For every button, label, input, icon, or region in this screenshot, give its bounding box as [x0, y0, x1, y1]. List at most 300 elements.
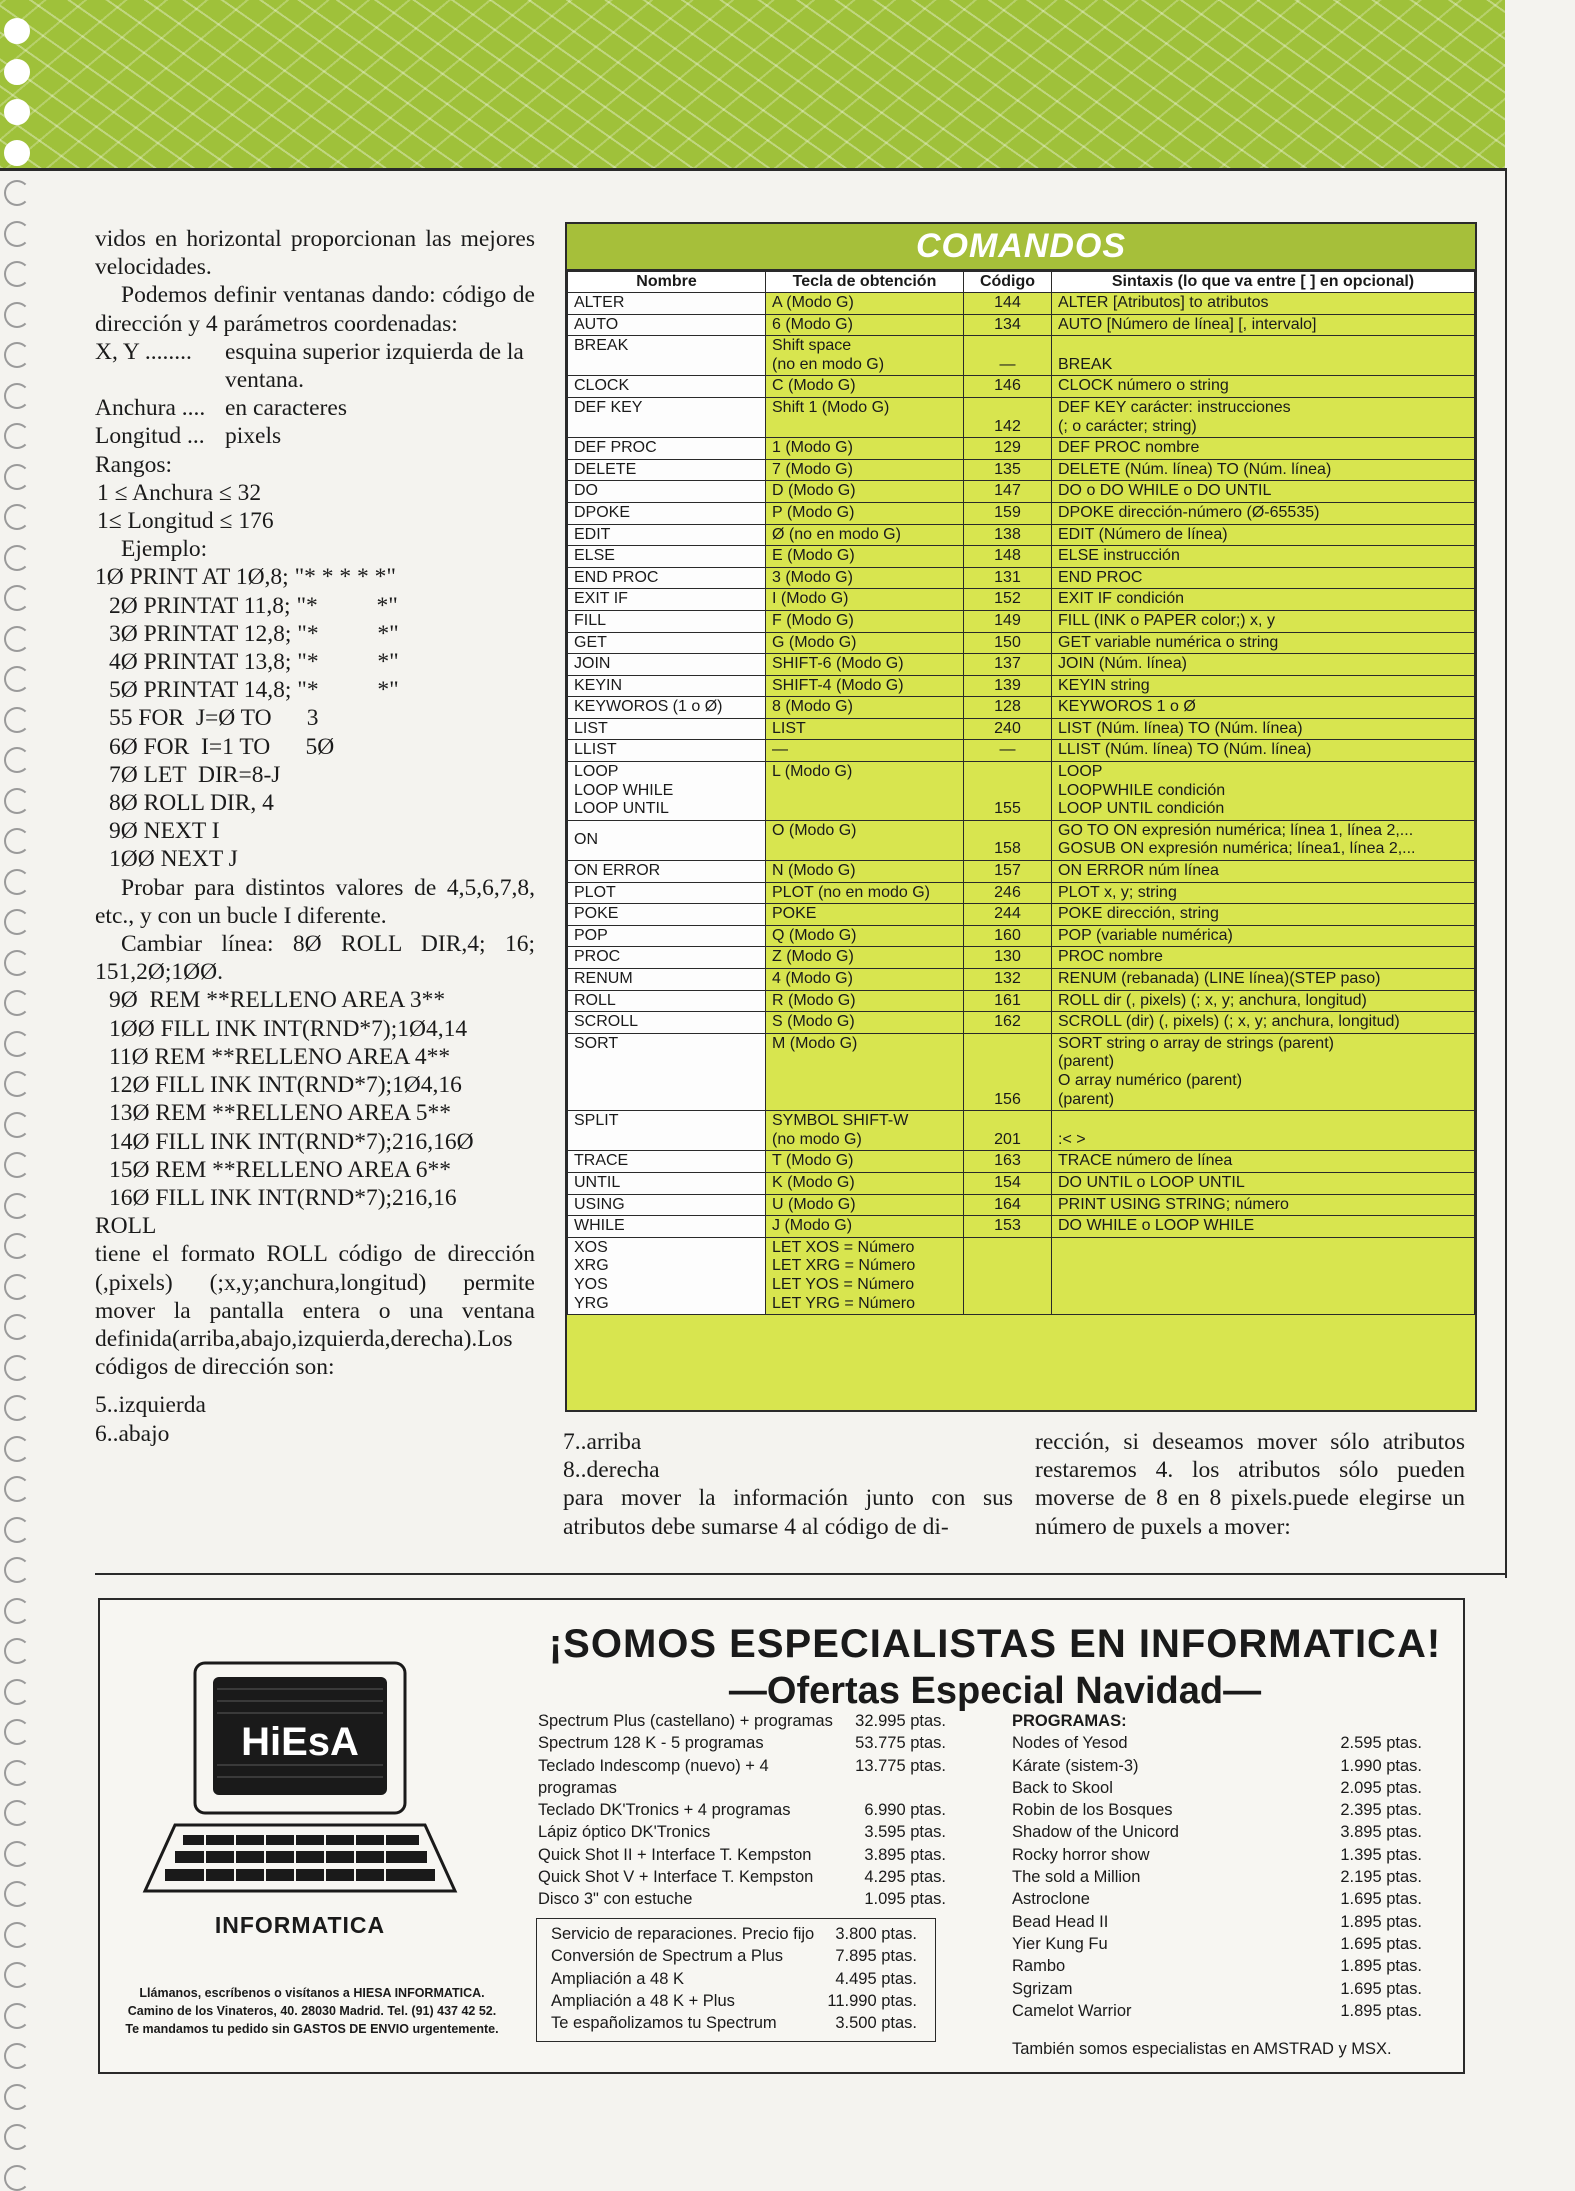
- table-row: [568, 502, 1475, 524]
- item-name: Nodes of Yesod: [1012, 1734, 1128, 1753]
- command-name: UNTIL: [568, 1172, 766, 1194]
- command-name: ELSE: [568, 546, 766, 568]
- code-line: 8Ø ROLL DIR, 4: [109, 790, 274, 817]
- binder-ring-icon: [4, 1436, 30, 1462]
- code-line: 12Ø FILL INK INT(RND*7);1Ø4,16: [109, 1072, 462, 1099]
- price-row: [1012, 1755, 1422, 1777]
- code-line: 7Ø LET DIR=8-J: [109, 761, 281, 788]
- table-row: [568, 904, 1475, 926]
- code-line: 11Ø REM **RELLENO AREA 4**: [109, 1043, 451, 1070]
- table-row: [568, 397, 1475, 437]
- table-row: [568, 546, 1475, 568]
- table-row: [568, 481, 1475, 503]
- header-tecla: Tecla de obtención: [766, 272, 964, 293]
- contact-line: Te mandamos tu pedido sin GASTOS DE ENVIO urgentemente.: [125, 2022, 499, 2036]
- command-key: 1 (Modo G): [766, 438, 964, 460]
- code-listing-2: [95, 986, 535, 1212]
- item-price: 32.995 ptas.: [855, 1712, 946, 1730]
- coordinate-item: [95, 394, 535, 422]
- binder-ring-icon: [4, 1638, 30, 1664]
- page-frame-line: [1505, 168, 1507, 1578]
- table-row: [568, 1033, 1475, 1110]
- command-name: KEYWOROS (1 o Ø): [568, 697, 766, 719]
- code-listing-1: [95, 563, 535, 873]
- item-name: Bead Head II: [1012, 1912, 1109, 1931]
- command-key: C (Modo G): [766, 376, 964, 398]
- direction-arriba: 7..arriba: [563, 1429, 642, 1455]
- paragraph-roll-format: tiene el formato ROLL código de dirección (,pixels) (;x,y;anchura,longitud) permite mover la pantalla entera o una ventana definida(arriba,abajo,izquierda,derecha).Los códigos de dirección son:: [95, 1241, 535, 1381]
- command-syntax: POP (variable numérica): [1052, 925, 1475, 947]
- item-name: Ampliación a 48 K + Plus: [551, 1991, 735, 2010]
- direction-izquierda: 5..izquierda: [95, 1392, 206, 1419]
- binder-ring-icon: [4, 626, 30, 652]
- item-name: Servicio de reparaciones. Precio fijo: [551, 1925, 815, 1943]
- price-row: [1012, 1911, 1422, 1933]
- binder-ring-icon: [4, 140, 30, 166]
- command-syntax: PLOT x, y; string: [1052, 882, 1475, 904]
- command-key: O (Modo G): [766, 820, 964, 860]
- under-table-left-text: [563, 1428, 1013, 1541]
- contact-line: Camino de los Vinateros, 40. 28030 Madrid. Tel. (91) 437 42 52.: [127, 2004, 497, 2018]
- binder-ring-icon: [4, 1031, 30, 1057]
- price-row: [538, 1888, 946, 1910]
- binder-ring-icon: [4, 1841, 30, 1867]
- command-key: 8 (Modo G): [766, 697, 964, 719]
- command-name: WHILE: [568, 1216, 766, 1238]
- hardware-price-list: [538, 1710, 946, 1911]
- item-price: 1.095 ptas.: [864, 1890, 946, 1909]
- binder-ring-icon: [4, 1760, 30, 1786]
- binder-ring-icon: [4, 1598, 30, 1624]
- item-name: Teclado DK'Tronics + 4 programas: [538, 1801, 791, 1820]
- programs-footer: También somos especialistas en AMSTRAD y MSX.: [1012, 2040, 1392, 2058]
- table-row: [568, 762, 1475, 821]
- table-row: [568, 438, 1475, 460]
- code-line: 4Ø PRINTAT 13,8; "* *": [109, 649, 399, 676]
- binder-ring-icon: [4, 2043, 30, 2069]
- table-row: [568, 718, 1475, 740]
- command-name: AUTO: [568, 314, 766, 336]
- command-syntax: BREAK: [1052, 336, 1475, 376]
- paragraph-atributos-b: rección, si deseamos mover sólo atributos restaremos 4. los atributos sólo pueden moverse de 8 en 8 pixels.puede elegirse un número de puxels a mover:: [1035, 1429, 1465, 1540]
- command-syntax: SORT string o array de strings (parent) (parent) O array numérico (parent) (parent): [1052, 1033, 1475, 1110]
- table-row: [568, 740, 1475, 762]
- binder-ring-icon: [4, 1800, 30, 1826]
- binder-ring-icon: [4, 1152, 30, 1178]
- command-key: 3 (Modo G): [766, 567, 964, 589]
- binder-ring-icon: [4, 2003, 30, 2029]
- binder-ring-icon: [4, 909, 30, 935]
- price-row: [1012, 1799, 1422, 1821]
- item-price: 1.895 ptas.: [1340, 2001, 1422, 2020]
- command-syntax: DEF PROC nombre: [1052, 438, 1475, 460]
- item-price: 2.395 ptas.: [1340, 1801, 1422, 1820]
- binder-ring-icon: [4, 747, 30, 773]
- command-key: 7 (Modo G): [766, 459, 964, 481]
- binder-ring-icon: [4, 464, 30, 490]
- command-name: RENUM: [568, 969, 766, 991]
- price-row: [551, 1923, 921, 1945]
- code-line: 13Ø REM **RELLENO AREA 5**: [109, 1100, 452, 1127]
- ad-subheadline: —Ofertas Especial Navidad—: [728, 1670, 1262, 1712]
- item-price: 4.495 ptas.: [835, 1969, 917, 1988]
- binder-ring-icon: [4, 59, 30, 85]
- binder-ring-icon: [4, 1517, 30, 1543]
- command-key: P (Modo G): [766, 502, 964, 524]
- item-price: 3.895 ptas.: [864, 1845, 946, 1864]
- command-name: DEF PROC: [568, 438, 766, 460]
- table-row: [568, 1216, 1475, 1238]
- header-nombre: Nombre: [568, 272, 766, 293]
- command-key: U (Modo G): [766, 1194, 964, 1216]
- table-row: [568, 675, 1475, 697]
- command-code: 135: [964, 459, 1052, 481]
- decorative-header-band: [0, 0, 1505, 171]
- item-name: Ampliación a 48 K: [551, 1969, 684, 1988]
- item-price: 3.800 ptas.: [835, 1925, 917, 1943]
- command-code: 138: [964, 524, 1052, 546]
- command-code: 148: [964, 546, 1052, 568]
- binder-ring-icon: [4, 788, 30, 814]
- code-line: 15Ø REM **RELLENO AREA 6**: [109, 1156, 452, 1183]
- item-price: 1.395 ptas.: [1340, 1845, 1422, 1864]
- paragraph-probar: Probar para distintos valores de 4,5,6,7,8, etc., y con un bucle I diferente.: [95, 874, 535, 929]
- price-row: [551, 1968, 921, 1990]
- command-name: LIST: [568, 718, 766, 740]
- command-name: LLIST: [568, 740, 766, 762]
- command-key: M (Modo G): [766, 1033, 964, 1110]
- command-name: TRACE: [568, 1151, 766, 1173]
- hiesa-advertisement: [98, 1598, 1465, 2074]
- command-syntax: DELETE (Núm. línea) TO (Núm. línea): [1052, 459, 1475, 481]
- command-name: ON: [568, 820, 766, 860]
- code-line: 16Ø FILL INK INT(RND*7);216,16: [109, 1184, 457, 1211]
- command-syntax: AUTO [Número de línea] [, intervalo]: [1052, 314, 1475, 336]
- paragraph-window-definition: Podemos definir ventanas dando: código de dirección y 4 parámetros coordenadas:: [95, 282, 535, 337]
- logo-caption: INFORMATICA: [214, 1912, 386, 1938]
- code-line: 55 FOR J=Ø TO 3: [109, 705, 319, 732]
- command-code: 137: [964, 654, 1052, 676]
- command-key: S (Modo G): [766, 1012, 964, 1034]
- item-price: 1.695 ptas.: [1340, 1979, 1422, 1998]
- price-row: [538, 1821, 946, 1843]
- command-code: 164: [964, 1194, 1052, 1216]
- commands-title: COMANDOS: [567, 224, 1475, 271]
- code-line: 1ØØ FILL INK INT(RND*7);1Ø4,14: [109, 1015, 468, 1042]
- command-name: DPOKE: [568, 502, 766, 524]
- table-row: [568, 610, 1475, 632]
- binder-ring-icon: [4, 383, 30, 409]
- binder-ring-icon: [4, 869, 30, 895]
- table-row: [568, 925, 1475, 947]
- command-key: 6 (Modo G): [766, 314, 964, 336]
- command-syntax: TRACE número de línea: [1052, 1151, 1475, 1173]
- command-name: XOS XRG YOS YRG: [568, 1237, 766, 1314]
- command-syntax: :< >: [1052, 1111, 1475, 1151]
- command-key: Shift 1 (Modo G): [766, 397, 964, 437]
- command-syntax: [1052, 1237, 1475, 1314]
- command-code: 129: [964, 438, 1052, 460]
- command-key: J (Modo G): [766, 1216, 964, 1238]
- code-line: 2Ø PRINTAT 11,8; "* *": [109, 592, 398, 619]
- price-row: [1012, 1955, 1422, 1977]
- price-row: [538, 1799, 946, 1821]
- code-line: 5Ø PRINTAT 14,8; "* *": [109, 677, 399, 704]
- screen-logo-text: HiEsA: [241, 1720, 359, 1764]
- command-code: 144: [964, 293, 1052, 315]
- command-code: 244: [964, 904, 1052, 926]
- item-price: 11.990 ptas.: [827, 1991, 917, 2010]
- binder-ring-icon: [4, 1274, 30, 1300]
- table-row: [568, 524, 1475, 546]
- item-name: Back to Skool: [1012, 1778, 1113, 1797]
- command-name: DO: [568, 481, 766, 503]
- contact-info: [112, 1984, 512, 2038]
- item-name: The sold a Million: [1012, 1868, 1141, 1887]
- table-row: [568, 314, 1475, 336]
- binder-ring-icon: [4, 261, 30, 287]
- item-price: 7.895 ptas.: [835, 1947, 917, 1966]
- command-syntax: FILL (INK o PAPER color;) x, y: [1052, 610, 1475, 632]
- code-line: 6Ø FOR I=1 TO 5Ø: [109, 733, 335, 760]
- price-row: [1012, 1888, 1422, 1910]
- binder-ring-icon: [4, 1719, 30, 1745]
- command-name: KEYIN: [568, 675, 766, 697]
- command-syntax: PRINT USING STRING; número: [1052, 1194, 1475, 1216]
- item-name: Quick Shot II + Interface T. Kempston: [538, 1845, 812, 1864]
- section-divider: [95, 1573, 1505, 1575]
- coordinate-list: [95, 338, 535, 451]
- command-name: FILL: [568, 610, 766, 632]
- command-code: 142: [964, 397, 1052, 437]
- command-syntax: ALTER [Atributos] to atributos: [1052, 293, 1475, 315]
- intro-text: vidos en horizontal proporcionan las mejores velocidades.: [95, 226, 535, 281]
- command-name: POKE: [568, 904, 766, 926]
- item-price: 1.695 ptas.: [1340, 1934, 1422, 1953]
- command-name: SPLIT: [568, 1111, 766, 1151]
- command-name: USING: [568, 1194, 766, 1216]
- command-syntax: EXIT IF condición: [1052, 589, 1475, 611]
- coordinate-key: Longitud ...: [95, 423, 205, 450]
- binder-ring-icon: [4, 1233, 30, 1259]
- binder-ring-icon: [4, 585, 30, 611]
- item-name: Quick Shot V + Interface T. Kempston: [538, 1868, 814, 1887]
- price-row: [1012, 1933, 1422, 1955]
- item-price: 4.295 ptas.: [864, 1868, 946, 1887]
- command-code: —: [964, 740, 1052, 762]
- command-name: EXIT IF: [568, 589, 766, 611]
- command-name: ON ERROR: [568, 861, 766, 883]
- price-row: [1012, 1978, 1422, 2000]
- command-name: CLOCK: [568, 376, 766, 398]
- coordinate-desc: pixels: [225, 423, 282, 450]
- item-name: Conversión de Spectrum a Plus: [551, 1947, 784, 1966]
- command-code: 159: [964, 502, 1052, 524]
- command-key: L (Modo G): [766, 762, 964, 821]
- direction-abajo: 6..abajo: [95, 1420, 170, 1447]
- code-line: 14Ø FILL INK INT(RND*7);216,16Ø: [109, 1128, 474, 1155]
- command-name: JOIN: [568, 654, 766, 676]
- table-row: [568, 632, 1475, 654]
- command-key: F (Modo G): [766, 610, 964, 632]
- binder-ring-icon: [4, 1557, 30, 1583]
- command-key: D (Modo G): [766, 481, 964, 503]
- table-row: [568, 882, 1475, 904]
- command-name: END PROC: [568, 567, 766, 589]
- roll-heading: ROLL: [95, 1213, 157, 1240]
- binder-ring-icon: [4, 990, 30, 1016]
- command-code: 128: [964, 697, 1052, 719]
- command-syntax: DO UNTIL o LOOP UNTIL: [1052, 1172, 1475, 1194]
- command-key: SYMBOL SHIFT-W (no modo G): [766, 1111, 964, 1151]
- command-code: 161: [964, 990, 1052, 1012]
- price-row: [538, 1732, 946, 1754]
- command-code: 162: [964, 1012, 1052, 1034]
- price-row: [1012, 1732, 1422, 1754]
- item-name: Disco 3" con estuche: [538, 1890, 693, 1909]
- item-name: Te españolizamos tu Spectrum: [551, 2014, 777, 2033]
- binder-ring-icon: [4, 707, 30, 733]
- rangos-label: Rangos:: [95, 451, 173, 478]
- command-code: 246: [964, 882, 1052, 904]
- command-key: T (Modo G): [766, 1151, 964, 1173]
- command-name: GET: [568, 632, 766, 654]
- table-row: [568, 1012, 1475, 1034]
- item-name: Shadow of the Unicord: [1012, 1823, 1179, 1842]
- command-code: 131: [964, 567, 1052, 589]
- item-price: 2.595 ptas.: [1340, 1734, 1422, 1753]
- command-syntax: ELSE instrucción: [1052, 546, 1475, 568]
- table-row: [568, 969, 1475, 991]
- binder-ring-icon: [4, 1112, 30, 1138]
- command-key: SHIFT-4 (Modo G): [766, 675, 964, 697]
- command-key: LIST: [766, 718, 964, 740]
- command-key: N (Modo G): [766, 861, 964, 883]
- item-name: Spectrum Plus (castellano) + programas: [538, 1712, 833, 1730]
- item-name: Rocky horror show: [1012, 1845, 1150, 1864]
- command-code: 154: [964, 1172, 1052, 1194]
- command-name: POP: [568, 925, 766, 947]
- binder-ring-icon: [4, 1881, 30, 1907]
- command-syntax: ROLL dir (, pixels) (; x, y; anchura, longitud): [1052, 990, 1475, 1012]
- commands-table: [567, 271, 1475, 1315]
- code-line: 9Ø REM **RELLENO AREA 3**: [109, 987, 446, 1014]
- table-row: [568, 567, 1475, 589]
- command-key: E (Modo G): [766, 546, 964, 568]
- coordinate-item: [95, 422, 535, 450]
- range-anchura: 1 ≤ Anchura ≤ 32: [97, 479, 262, 506]
- item-price: 13.775 ptas.: [855, 1756, 946, 1775]
- table-row: [568, 1111, 1475, 1151]
- command-code: —: [964, 336, 1052, 376]
- binder-ring-icon: [4, 950, 30, 976]
- command-syntax: KEYWOROS 1 o Ø: [1052, 697, 1475, 719]
- price-row: [538, 1866, 946, 1888]
- command-syntax: CLOCK número o string: [1052, 376, 1475, 398]
- binder-ring-icon: [4, 1193, 30, 1219]
- binder-ring-icon: [4, 1922, 30, 1948]
- command-code: 201: [964, 1111, 1052, 1151]
- binder-ring-icon: [4, 2165, 30, 2191]
- programs-title: PROGRAMAS:: [1012, 1712, 1127, 1730]
- command-code: 150: [964, 632, 1052, 654]
- price-row: [1012, 1821, 1422, 1843]
- price-row: [1012, 1844, 1422, 1866]
- command-key: 4 (Modo G): [766, 969, 964, 991]
- command-name: SORT: [568, 1033, 766, 1110]
- header-codigo: Código: [964, 272, 1052, 293]
- header-sintaxis: Sintaxis (lo que va entre [ ] en opcional): [1052, 272, 1475, 293]
- binder-ring-icon: [4, 666, 30, 692]
- binder-ring-icon: [4, 1395, 30, 1421]
- item-price: 1.895 ptas.: [1340, 1912, 1422, 1931]
- item-name: Rambo: [1012, 1957, 1066, 1976]
- command-code: 134: [964, 314, 1052, 336]
- coordinate-item: [95, 338, 535, 394]
- command-code: 155: [964, 762, 1052, 821]
- item-name: Kárate (sistem-3): [1012, 1756, 1139, 1775]
- command-key: R (Modo G): [766, 990, 964, 1012]
- table-row: [568, 459, 1475, 481]
- command-name: SCROLL: [568, 1012, 766, 1034]
- command-code: 163: [964, 1151, 1052, 1173]
- table-row: [568, 947, 1475, 969]
- binder-ring-icon: [4, 423, 30, 449]
- price-row: [538, 1710, 946, 1732]
- item-name: Teclado Indescomp (nuevo) + 4 programas: [538, 1756, 769, 1797]
- services-price-box: [536, 1918, 936, 2042]
- command-code: 147: [964, 481, 1052, 503]
- table-row: [568, 1237, 1475, 1314]
- table-row: [568, 1151, 1475, 1173]
- command-key: Ø (no en modo G): [766, 524, 964, 546]
- under-table-right-text: [1035, 1428, 1465, 1541]
- binder-ring-icon: [4, 545, 30, 571]
- direction-derecha: 8..derecha: [563, 1457, 660, 1484]
- table-row: [568, 697, 1475, 719]
- binder-ring-icon: [4, 18, 30, 44]
- command-code: 158: [964, 820, 1052, 860]
- coordinate-desc: esquina superior izquierda de la ventana.: [225, 338, 524, 394]
- command-key: —: [766, 740, 964, 762]
- command-syntax: DEF KEY carácter: instrucciones (; o carácter; string): [1052, 397, 1475, 437]
- item-name: Spectrum 128 K - 5 programas: [538, 1734, 764, 1753]
- table-row: [568, 1172, 1475, 1194]
- command-key: LET XOS = Número LET XRG = Número LET YOS = Número LET YRG = Número: [766, 1237, 964, 1314]
- item-price: 6.990 ptas.: [864, 1801, 946, 1820]
- item-price: 1.695 ptas.: [1340, 1890, 1422, 1909]
- ejemplo-label: Ejemplo:: [121, 536, 208, 563]
- command-name: PLOT: [568, 882, 766, 904]
- binder-ring-icon: [4, 1679, 30, 1705]
- price-row: [551, 1945, 921, 1967]
- price-row: [1012, 1866, 1422, 1888]
- item-price: 3.595 ptas.: [864, 1823, 946, 1842]
- command-key: A (Modo G): [766, 293, 964, 315]
- coordinate-key: X, Y ........: [95, 338, 192, 365]
- command-code: 157: [964, 861, 1052, 883]
- binder-ring-icon: [4, 1071, 30, 1097]
- paragraph-atributos-a: para mover la información junto con sus atributos debe sumarse 4 al código de di-: [563, 1485, 1013, 1540]
- item-name: Robin de los Bosques: [1012, 1801, 1173, 1820]
- command-key: Q (Modo G): [766, 925, 964, 947]
- range-longitud: 1≤ Longitud ≤ 176: [97, 508, 274, 535]
- command-syntax: RENUM (rebanada) (LINE línea)(STEP paso): [1052, 969, 1475, 991]
- command-syntax: GO TO ON expresión numérica; línea 1, línea 2,... GOSUB ON expresión numérica; línea1, línea 2,...: [1052, 820, 1475, 860]
- command-syntax: DO o DO WHILE o DO UNTIL: [1052, 481, 1475, 503]
- binder-ring-icon: [4, 1476, 30, 1502]
- code-line: 1ØØ NEXT J: [109, 846, 238, 873]
